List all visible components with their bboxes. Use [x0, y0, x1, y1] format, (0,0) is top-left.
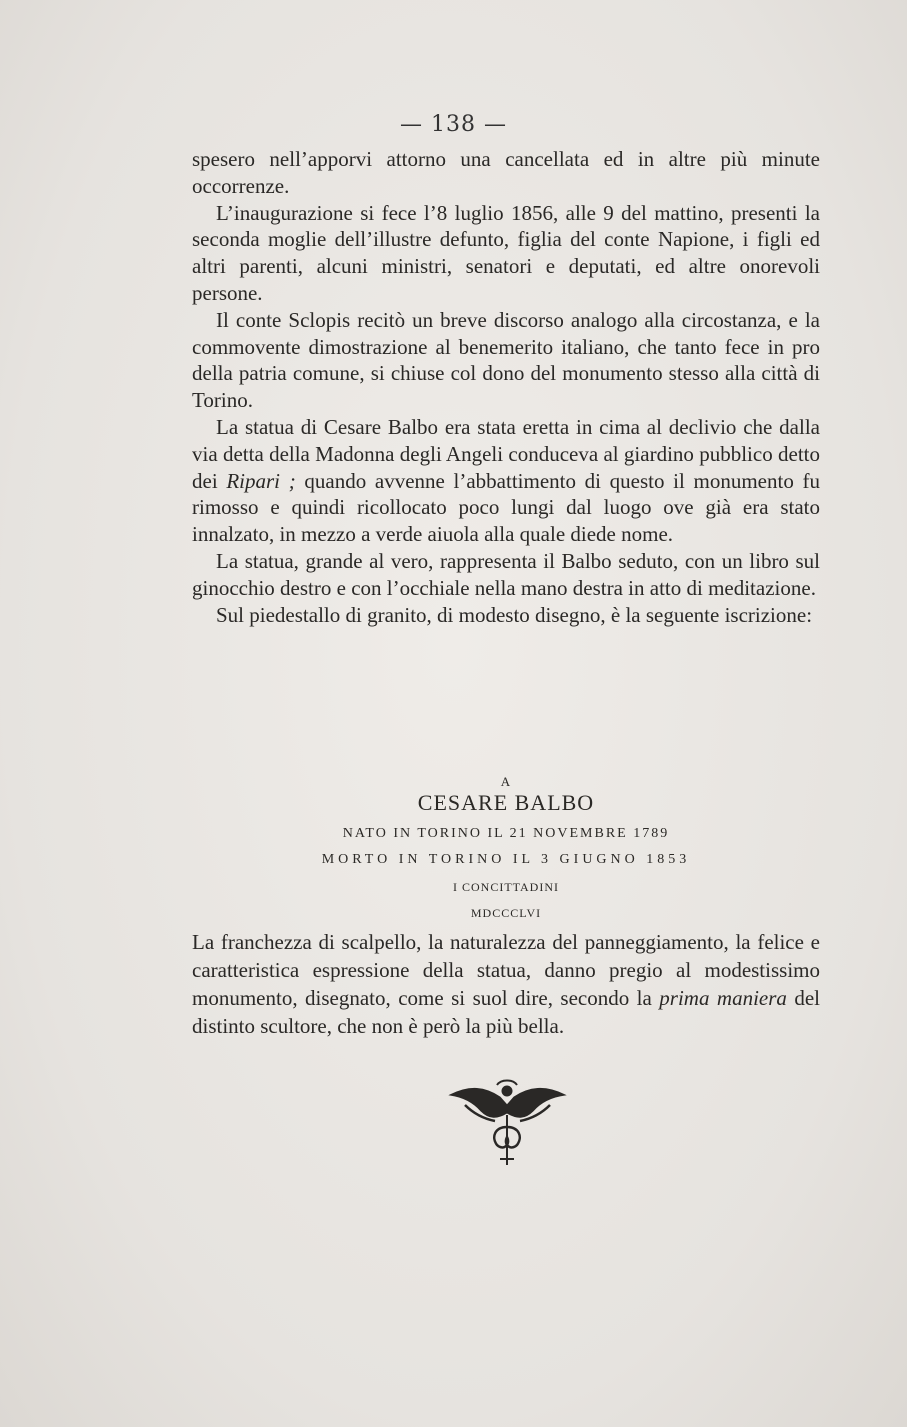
- paragraph-1: spesero nell’apporvi attorno una cancellata ed in altre più minute occorrenze.: [192, 147, 820, 198]
- closing-after: del distinto scultore, che non è però la più bella.: [192, 986, 821, 1038]
- paragraph-4: [192, 414, 820, 548]
- inscription-line-4: MORTO IN TORINO IL 3 GIUGNO 1853: [321, 852, 691, 867]
- closing-paragraph: [192, 928, 820, 1040]
- paragraph-2: L’inaugurazione si fece l’8 luglio 1856, alle 9 del mattino, presenti la seconda moglie dell’illustre defunto, figlia del conte Napione, i figli ed altri parenti, alcuni ministri, senatori e deputati, ed altre onorevoli persone.: [192, 200, 820, 305]
- closing-before: La franchezza di scalpello, la naturalezza del panneggiamento, la felice e caratteristica espressione della statua, danno pregio al modestissimo monumento, disegnato, come si suol dire, secondo la: [192, 930, 820, 1010]
- inscription-line-6: MDCCCLVI: [470, 906, 542, 920]
- ripari-italic: Ripari ;: [226, 468, 296, 493]
- paragraph-5: La statua, grande al vero, rappresenta il Balbo seduto, con un libro sul ginocchio destro e con l’occhiale nella mano destra in atto di meditazione.: [192, 548, 820, 600]
- closing-text: [192, 928, 820, 1040]
- paragraph-3: Il conte Sclopis recitò un breve discorso analogo alla circostanza, e la commovente dimostrazione al benemerito italiano, che tanto fece in pro della patria comune, si chiuse col dono del monumento stesso alla città di Torino.: [192, 307, 820, 413]
- body-text: [192, 146, 820, 628]
- paragraph-6: Sul piedestallo di granito, di modesto disegno, è la seguente iscrizione:: [216, 602, 813, 627]
- inscription-line-3: NATO IN TORINO IL 21 NOVEMBRE 1789: [342, 826, 670, 841]
- ornament-icon: [445, 1075, 570, 1170]
- inscription-line-2: CESARE BALBO: [417, 790, 595, 815]
- closing-italic: prima maniera: [659, 986, 787, 1010]
- page-number: — 138 —: [400, 112, 507, 137]
- inscription-line-5: I CONCITTADINI: [452, 880, 560, 894]
- paragraph-4-end: quando avvenne l’abbattimento di questo il monumento fu rimosso e quindi ricollocato poco lungi dal luogo ove già era stato innalzato, in mezzo a verde aiuola alla quale diede nome.: [192, 468, 821, 547]
- paragraph-4-start: La statua di Cesare Balbo era stata eretta in cima al declivio che dalla via detta della Madonna degli Angeli conduceva al giardino pubblico detto dei: [192, 414, 820, 493]
- inscription-line-1: A: [500, 774, 512, 789]
